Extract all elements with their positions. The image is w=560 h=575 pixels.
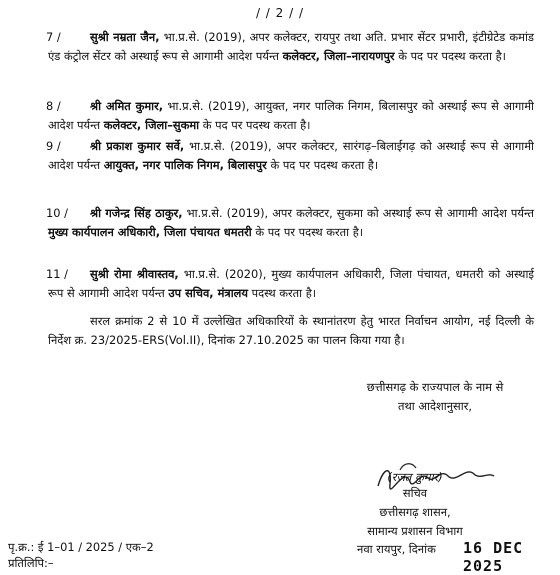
copy-label: प्रतिलिपि:– <box>8 556 54 570</box>
paragraph-text: भा.प्र.से. (2019), अपर कलेक्टर, सुकमा को अस्थाई रूप से आगामी आदेश पर्यन्त <box>182 206 534 220</box>
paragraph-text: भा.प्र.से. (2019), अपर कलेक्टर, सारंगढ़–बिलाईगढ़ को अस्थाई रूप से आगामी आदेश पर्यन्त <box>48 139 534 172</box>
officer-name: सुश्री रोमा श्रीवास्तव, <box>90 267 179 281</box>
paragraph-number: 9 / <box>46 139 61 153</box>
paragraph-number: 11 / <box>46 267 68 281</box>
officer-name: श्री प्रकाश कुमार सर्वे, <box>90 139 185 153</box>
posting-bold: कलेक्टर, जिला–नारायणपुर <box>282 49 395 63</box>
order-line-2: तथा आदेशानुसार, <box>398 399 472 413</box>
paragraph-text-end: के पद पर पदस्थ करता है। <box>199 118 311 132</box>
date-stamp: 16 DEC 2025 <box>463 539 524 575</box>
signatory-govt: छत्तीसगढ़ शासन, <box>379 505 451 519</box>
officer-name: सुश्री नम्रता जैन, <box>90 30 160 44</box>
paragraph-text-end: पदस्थ करता है। <box>247 286 317 300</box>
paragraph-number: 7 / <box>46 30 61 44</box>
posting-bold: उप सचिव, मंत्रालय <box>168 286 248 300</box>
signatory-name: (रजत कुमार) <box>387 470 443 484</box>
order-line-1: छत्तीसगढ़ के राज्यपाल के नाम से <box>366 380 504 394</box>
posting-bold: कलेक्टर, जिला–सुकमा <box>103 118 200 132</box>
order-authority <box>310 378 560 416</box>
order-paragraph-10 <box>48 204 534 242</box>
paragraph-text-end: के पद पर पदस्थ करता है। <box>266 158 379 172</box>
paragraph-text-end: के पद पर पदस्थ करता है। <box>251 225 364 239</box>
order-paragraph-8 <box>48 97 534 135</box>
posting-bold: मुख्य कार्यपालन अधिकारी, जिला पंचायत धमतरी <box>48 225 252 239</box>
paragraph-number: 8 / <box>46 99 61 113</box>
page-number: / / 2 / / <box>255 6 305 20</box>
compliance-note <box>48 312 534 350</box>
posting-bold: आयुक्त, नगर पालिक निगम, बिलासपुर <box>103 158 267 172</box>
reference-number: पृ.क्र.: ई 1–01 / 2025 / एक–2 <box>8 540 154 554</box>
order-paragraph-11 <box>48 265 534 303</box>
paragraph-text-end: के पद पर पदस्थ करता है। <box>394 49 506 63</box>
paragraph-text: भा.प्र.से. (2020), मुख्य कार्यपालन अधिकारी, जिला पंचायत, धमतरी को अस्थाई रूप से आगामी आदेश पर्यन्त <box>48 267 534 300</box>
note-text: सरल क्रमांक 2 से 10 में उल्लेखित अधिकारियों के स्थानांतरण हेतु भारत निर्वाचन आयोग, नई दिल्ली के निर्देश क्र. 23/2025-ERS(Vol.II), दिनांक 27.10.2025 का पालन किया गया है। <box>48 314 534 347</box>
order-paragraph-9 <box>48 137 534 175</box>
paragraph-text: भा.प्र.से. (2019), अपर कलेक्टर, रायपुर तथा अति. प्रभार सेंटर प्रभारी, इंटीग्रेटेड कमांड एंड कंट्रोल सेंटर को अस्थाई रूप से आगामी आदेश पर्यन्त <box>48 30 534 63</box>
signatory-designation: सचिव <box>402 486 428 500</box>
signatory-details <box>330 484 500 541</box>
place-date-label: नवा रायपुर, दिनांक <box>357 542 436 556</box>
paragraph-number: 10 / <box>46 206 68 220</box>
paragraph-text: भा.प्र.से. (2019), आयुक्त, नगर पालिक निगम, बिलासपुर को अस्थाई रूप से आगामी आदेश पर्यन्त <box>48 99 535 132</box>
order-paragraph-7 <box>48 28 534 66</box>
officer-name: श्री गजेन्द्र सिंह ठाकुर, <box>90 206 183 220</box>
signatory-department: सामान्य प्रशासन विभाग <box>367 524 463 538</box>
officer-name: श्री अमित कुमार, <box>90 99 164 113</box>
